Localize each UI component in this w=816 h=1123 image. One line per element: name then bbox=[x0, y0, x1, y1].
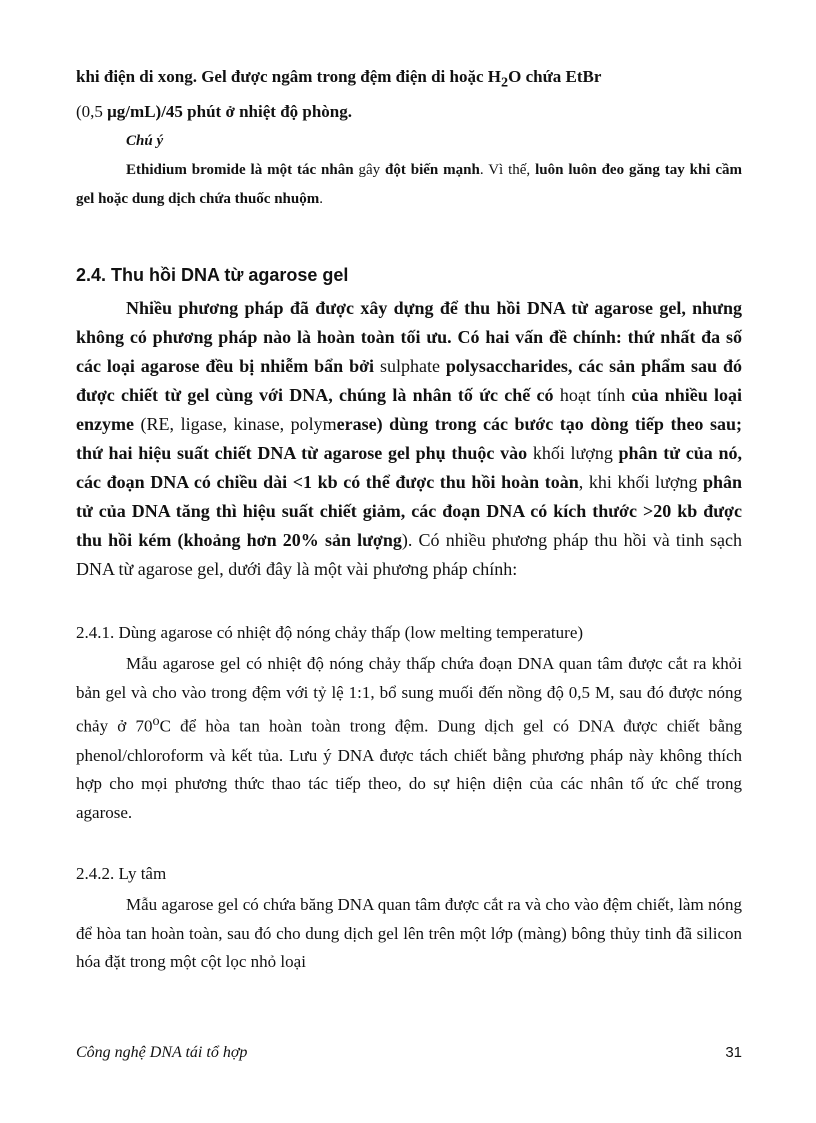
sec24-text-b2: polysaccharides, các sản phẩm sau đó được chiết từ gel cùng với DNA, chúng là nhân tố ức chế có bbox=[76, 356, 742, 406]
intro-subscript: 2 bbox=[501, 74, 509, 91]
note-body bbox=[76, 156, 742, 214]
note-title: Chú ý bbox=[126, 133, 164, 150]
note-text-2: gây bbox=[353, 162, 386, 179]
sec24-text-n5: , khi khối lượng bbox=[578, 472, 703, 493]
sec24-text-b3: của nhiều loại enzyme bbox=[76, 385, 743, 435]
section-2-4-1-body bbox=[76, 650, 742, 827]
section-2-4-heading: 2.4. Thu hồi DNA từ agarose gel bbox=[76, 265, 349, 286]
footer-book-title: Công nghệ DNA tái tổ hợp bbox=[76, 1044, 248, 1061]
intro-text-2: O chứa EtBr bbox=[508, 67, 602, 86]
note-text-1: Ethidium bromide là một tác nhân bbox=[126, 162, 354, 179]
sec24-text-n4: khối lượng bbox=[527, 443, 619, 464]
sec241-text-1: Mẫu agarose gel có nhiệt độ nóng chảy thấp chứa đoạn DNA quan tâm được cắt ra khỏi bản gel và cho vào trong đệm với tỷ lệ 1:1, bổ sung muối đến nồng độ 0,5 M, sau đó được nóng chảy ở 70 bbox=[76, 654, 742, 737]
intro-text-4: μg/mL)/45 phút ở nhiệt độ phòng. bbox=[107, 102, 353, 122]
section-2-4-2-body bbox=[76, 891, 742, 977]
sec24-text-b5: phân tử của nó, các đoạn DNA có chiều dài <1 kb có thể được thu hồi hoàn toàn bbox=[76, 443, 742, 493]
intro-paragraph bbox=[76, 62, 742, 126]
note-text-5: luôn luôn đeo găng tay khi cầm gel hoặc dung dịch chứa thuốc nhuộm bbox=[76, 162, 743, 208]
page-footer bbox=[76, 1044, 742, 1062]
sec24-text-n2: hoạt tính bbox=[553, 385, 632, 406]
note-text-3: đột biến mạnh bbox=[385, 162, 480, 179]
section-2-4-2-heading: 2.4.2. Ly tâm bbox=[76, 864, 167, 884]
sec24-text-n1: sulphate bbox=[374, 356, 446, 377]
intro-text-1: khi điện di xong. Gel được ngâm trong đệm điện di hoặc H bbox=[76, 67, 502, 86]
sec24-text-b1: Nhiều phương pháp đã được xây dựng để thu hồi DNA từ agarose gel, nhưng không có phương pháp nào là hoàn toàn tối ưu. Có hai vấn đề chính: thứ nhất đa số các loại agarose đều bị nhiễm bẩn bởi bbox=[76, 298, 742, 377]
sec24-text-b6: phân tử của DNA tăng thì hiệu suất chiết giảm, các đoạn DNA có kích thước >20 kb được thu hồi kém (khoảng hơn 20% sản lượng bbox=[76, 472, 743, 551]
sec24-text-n6: ). Có nhiều phương pháp thu hồi và tinh sạch DNA từ agarose gel, dưới đây là một vài phương pháp chính: bbox=[76, 530, 742, 580]
note-text-4: . Vì thế, bbox=[479, 162, 536, 179]
page-number: 31 bbox=[725, 1044, 742, 1061]
document-page bbox=[76, 62, 742, 977]
sec24-text-b4: erase) dùng trong các bước tạo dòng tiếp theo sau; thứ hai hiệu suất chiết DNA từ agarose gel phụ thuộc vào bbox=[76, 414, 742, 464]
intro-text-3: (0,5 bbox=[76, 102, 108, 122]
sec24-text-n3: (RE, ligase, kinase, polym bbox=[133, 414, 337, 435]
degree-superscript: o bbox=[152, 713, 160, 730]
note-text-6: . bbox=[319, 191, 323, 208]
section-2-4-body bbox=[76, 294, 742, 584]
sec242-text-1: Mẫu agarose gel có chứa băng DNA quan tâm được cắt ra và cho vào đệm chiết, làm nóng để hòa tan hoàn toàn, sau đó cho dung dịch gel lên trên một lớp (màng) bông thủy tinh đã silicon hóa đặt trong một cột lọc nhỏ loại bbox=[76, 895, 742, 972]
sec241-text-2: C để hòa tan hoàn toàn trong đệm. Dung dịch gel có DNA được chiết bằng phenol/chloroform và kết tủa. Lưu ý DNA được tách chiết bằng phương pháp này không thích hợp cho mọi phương thức thao tác tiếp theo, do sự hiện diện của các nhân tố ức chế trong agarose. bbox=[76, 717, 742, 822]
section-2-4-1-heading: 2.4.1. Dùng agarose có nhiệt độ nóng chảy thấp (low melting temperature) bbox=[76, 623, 584, 643]
